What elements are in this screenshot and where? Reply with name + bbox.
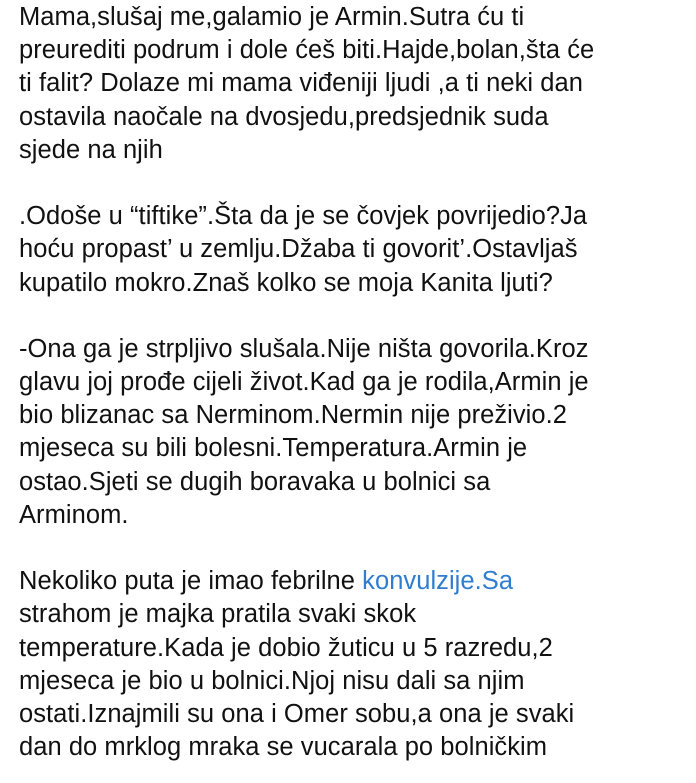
paragraph-spacer: [19, 300, 689, 333]
text-line: Mama,slušaj me,galamio je Armin.Sutra ću ti: [19, 3, 525, 31]
paragraph-1: [19, 1, 689, 167]
text-line: -Ona ga je strpljivo slušala.Nije ništa govorila.Kroz: [19, 334, 589, 363]
text-line: mjeseca je bio u bolnici.Njoj nisu dali sa njim: [19, 666, 525, 695]
text-segment: Nekoliko puta je imao febrilne: [19, 567, 363, 596]
text-line: glavu joj prođe cijeli život.Kad ga je rodila,Armin je: [19, 368, 589, 397]
paragraph-3: [19, 333, 689, 532]
text-line: ostao.Sjeti se dugih boravaka u bolnici sa: [19, 467, 491, 496]
text-line: temperature.Kada je dobio žuticu u 5 razredu,2: [19, 633, 553, 662]
keyword-link[interactable]: konvulzije.Sa: [362, 567, 514, 596]
paragraph-spacer: [19, 167, 689, 200]
paragraph-2: [19, 200, 689, 300]
text-line: strahom je majka pratila svaki skok: [19, 600, 417, 629]
text-line: kupatilo mokro.Znaš kolko se moja Kanita ljuti?: [19, 268, 553, 297]
text-line: ostavila naočale na dvosjedu,predsjednik suda: [19, 102, 549, 131]
text-line: dan do mrklog mraka se vucarala po bolničkim: [19, 733, 548, 762]
text-line: [19, 565, 689, 598]
text-line: mjeseca su bili bolesni.Temperatura.Armin je: [19, 434, 528, 463]
text-line: ostati.Iznajmili su ona i Omer sobu,a ona je svaki: [19, 699, 575, 728]
text-line: preurediti podrum i dole ćeš biti.Hajde,bolan,šta će: [19, 36, 595, 65]
paragraph-spacer: [19, 532, 689, 565]
text-line: ti falit? Dolaze mi mama viđeniji ljudi ,a ti neki dan: [19, 69, 583, 98]
paragraph-4: [19, 565, 689, 764]
text-line: sjede na njih: [19, 135, 163, 164]
text-line: .Odoše u “tiftike”.Šta da je se čovjek povrijedio?Ja: [19, 202, 588, 231]
document-body: [19, 1, 689, 764]
text-line: bio blizanac sa Nerminom.Nermin nije preživio.2: [19, 401, 567, 430]
text-line: Arminom.: [19, 500, 129, 529]
text-line: hoću propast’ u zemlju.Džaba ti govorit’.Ostavljaš: [19, 235, 578, 264]
